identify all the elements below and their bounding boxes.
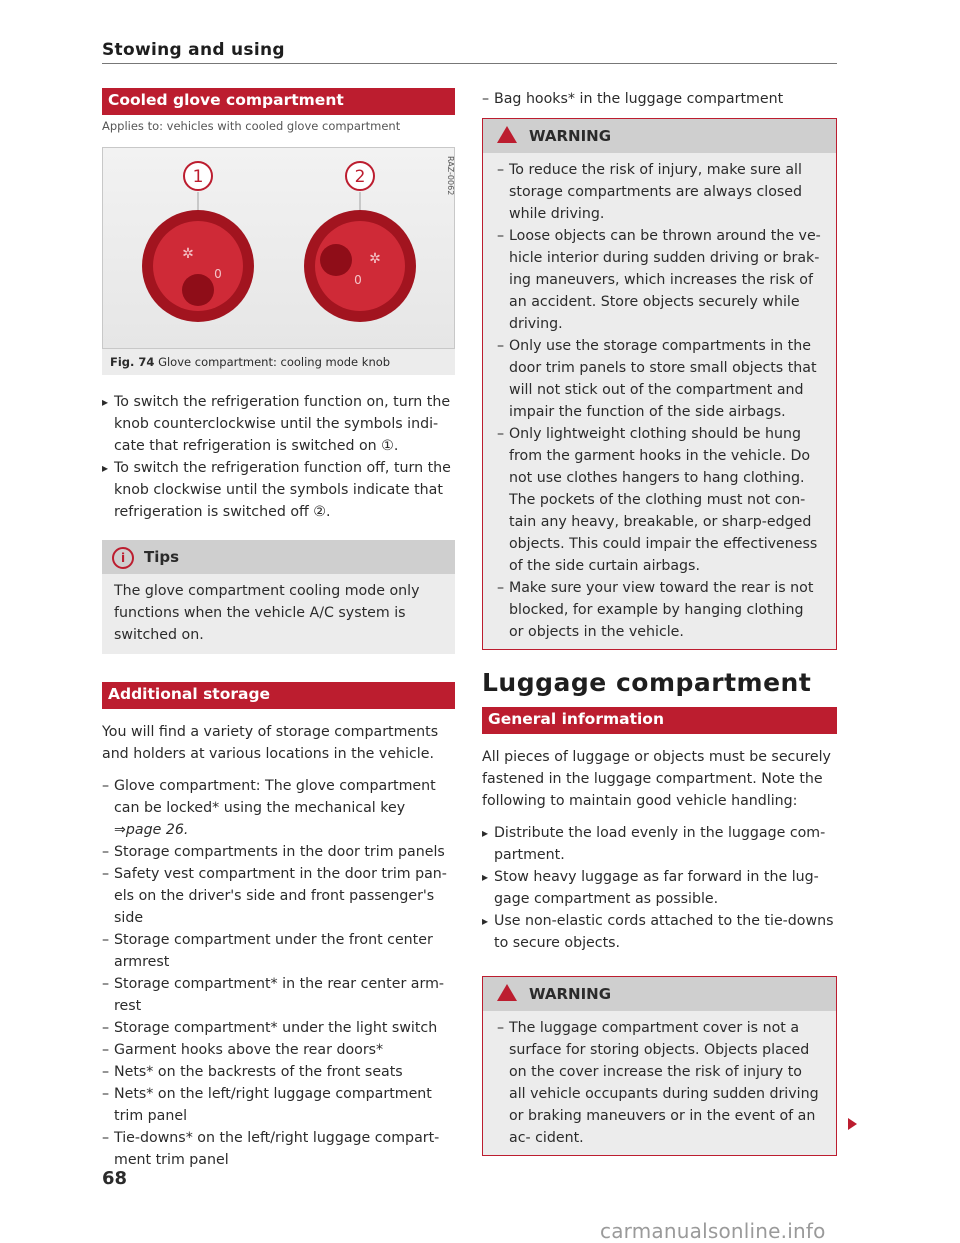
storage-list — [102, 775, 455, 1171]
knob-2-grip — [320, 244, 352, 276]
luggage-step: ▸ Use non-elastic cords attached to the tie-downs to secure objects. — [482, 910, 837, 954]
knob-1-grip — [182, 274, 214, 306]
warning-title: WARNING — [529, 127, 612, 145]
warning-icon — [497, 126, 517, 143]
warning-box-luggage — [482, 976, 837, 1156]
header-rule — [102, 63, 837, 64]
tips-title: Tips — [144, 548, 180, 566]
list-item: – Bag hooks* in the luggage compartment — [482, 88, 837, 110]
list-item: – Garment hooks above the rear doors* — [102, 1039, 455, 1061]
info-icon: i — [112, 547, 134, 569]
luggage-step: ▸ Stow heavy luggage as far forward in the lug- gage compartment as possible. — [482, 866, 837, 910]
page-reference-link[interactable]: ⇒page 26. — [114, 822, 189, 838]
additional-intro: You will find a variety of storage compartments and holders at various locations in the vehicle. — [102, 724, 439, 762]
knob-illustration — [103, 148, 454, 348]
knob-2-zero: 0 — [354, 273, 362, 287]
general-info-title: General information — [482, 707, 837, 734]
warning-item: – Only lightweight clothing should be hung from the garment hooks in the vehicle. Do not use clothes hangers to hang clothing. The pockets of the clothing must not con- tain any heavy, breakable, or sharp-edged objects. This could impair the effectiveness of the side curtain airbags. — [497, 423, 822, 577]
warning-list — [483, 153, 836, 649]
list-item: – Storage compartment under the front center armrest — [102, 929, 455, 973]
callout-1-label: 1 — [192, 167, 204, 187]
caption-number: Fig. 74 — [110, 355, 155, 369]
applies-note: Applies to: vehicles with cooled glove compartment — [102, 119, 401, 133]
list-item: – Storage compartment* under the light switch — [102, 1017, 455, 1039]
caption-text: Glove compartment: cooling mode knob — [158, 355, 391, 369]
step-switch-off: ▸ To switch the refrigeration function off, turn the knob clockwise until the symbols indicate that refrigeration is switched off ②. — [102, 457, 455, 523]
warning-header — [483, 977, 836, 1011]
continued-arrow-icon — [848, 1118, 857, 1130]
warning-box-storage — [482, 118, 837, 650]
knob-1-zero: 0 — [214, 267, 222, 281]
callout-2-label: 2 — [354, 167, 366, 187]
list-item: – Safety vest compartment in the door trim pan- els on the driver's side and front passenger's side — [102, 863, 455, 929]
list-item — [102, 775, 455, 841]
section-header: Stowing and using — [102, 40, 285, 60]
list-item: – Tie-downs* on the left/right luggage compart- ment trim panel — [102, 1127, 455, 1171]
warning-title: WARNING — [529, 985, 612, 1003]
warning-item: – Make sure your view toward the rear is not blocked, for example by hanging clothing or objects in the vehicle. — [497, 577, 822, 643]
cooled-glove-title: Cooled glove compartment — [102, 88, 455, 115]
page-number: 68 — [102, 1168, 128, 1189]
figure-knobs — [102, 147, 455, 349]
step-switch-on: ▸ To switch the refrigeration function on, turn the knob counterclockwise until the symbols indi- cate that refrigeration is switched on ①. — [102, 391, 455, 457]
figure-code: RAZ-0062 — [446, 156, 455, 196]
warning-header — [483, 119, 836, 153]
glove-item-text: Glove compartment: The glove compartment can be locked* using the mechanical key — [114, 778, 436, 816]
warning-item: – To reduce the risk of injury, make sure all storage compartments are always closed while driving. — [497, 159, 822, 225]
figure-caption — [102, 349, 455, 375]
list-item: – Nets* on the backrests of the front seats — [102, 1061, 455, 1083]
tips-text: The glove compartment cooling mode only functions when the vehicle A/C system is switched on. — [114, 583, 420, 643]
bag-hooks-list — [482, 88, 837, 110]
luggage-step: ▸ Distribute the load evenly in the luggage com- partment. — [482, 822, 837, 866]
snowflake-icon-2: ✲ — [369, 251, 381, 267]
tips-box — [102, 540, 455, 654]
warning-list — [483, 1011, 836, 1155]
right-column — [482, 88, 837, 1156]
tips-header — [102, 540, 455, 574]
list-item: – Nets* on the left/right luggage compartment trim panel — [102, 1083, 455, 1127]
list-item: – Storage compartments in the door trim panels — [102, 841, 455, 863]
warning-icon — [497, 984, 517, 1001]
additional-storage-title: Additional storage — [102, 682, 455, 709]
list-item: – Storage compartment* in the rear center arm- rest — [102, 973, 455, 1017]
refrigeration-steps — [102, 391, 455, 523]
warning-item: – The luggage compartment cover is not a surface for storing objects. Objects placed on the cover increase the risk of injury to all vehicle occupants during sudden driving or braking maneuvers or in the event of an ac- cident. — [497, 1017, 822, 1149]
warning-item: – Only use the storage compartments in the door trim panels to store small objects that will not stick out of the compartment and impair the function of the side airbags. — [497, 335, 822, 423]
watermark: carmanualsonline.info — [600, 1219, 826, 1243]
snowflake-icon-1: ✲ — [182, 246, 194, 262]
left-column — [102, 88, 455, 1171]
luggage-steps — [482, 822, 837, 954]
warning-item: – Loose objects can be thrown around the ve- hicle interior during sudden driving or brak- ing maneuvers, which increases the risk of an accident. Store objects securely while driving. — [497, 225, 822, 335]
luggage-intro: All pieces of luggage or objects must be securely fastened in the luggage compartment. Note the following to maintain good vehicle handling: — [482, 749, 831, 809]
luggage-title: Luggage compartment — [482, 668, 812, 697]
